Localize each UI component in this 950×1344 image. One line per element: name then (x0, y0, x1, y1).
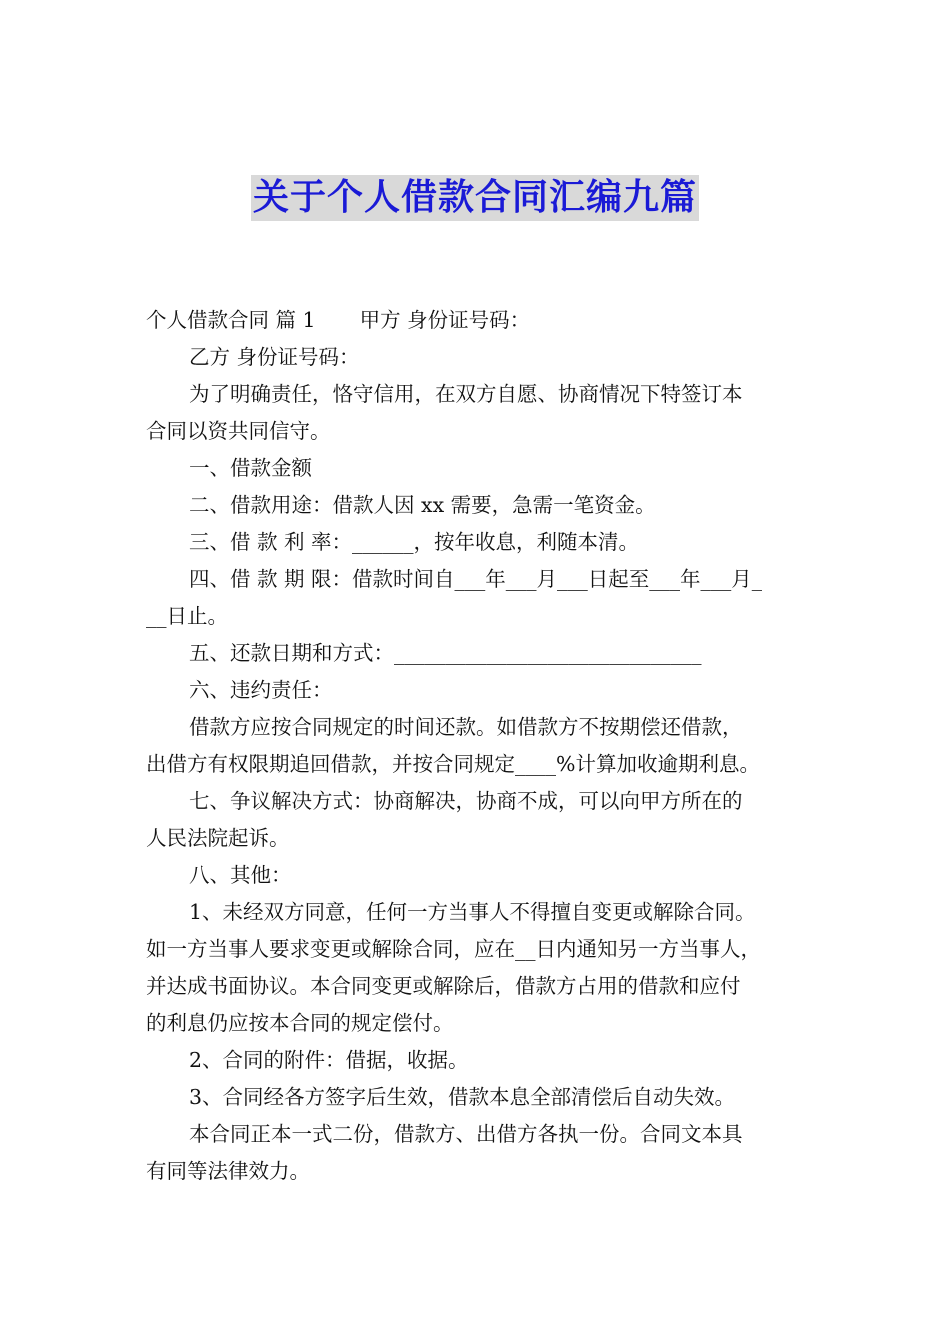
party-b-id-line: 乙方 身份证号码： (189, 345, 360, 369)
clause-1-amount: 一、借款金额 (189, 456, 312, 480)
contract-section-label: 个人借款合同 篇 1 (146, 308, 316, 332)
title-container (0, 175, 950, 221)
document-title: 关于个人借款合同汇编九篇 (251, 175, 699, 221)
clause-8-item-1-line-1: 1、未经双方同意，任何一方当事人不得擅自变更或解除合同。 (189, 900, 756, 924)
clause-4-term-line-2: __日止。 (146, 604, 228, 628)
clause-2-purpose: 二、借款用途：借款人因 xx 需要，急需一笔资金。 (189, 493, 656, 517)
clause-8-item-1-line-4: 的利息仍应按本合同的规定偿付。 (146, 1011, 454, 1035)
preamble-line-2: 合同以资共同信守。 (146, 419, 331, 443)
clause-6-line-2: 出借方有权限期追回借款，并按合同规定____%计算加收逾期利息。 (146, 752, 760, 776)
closing-line-1: 本合同正本一式二份，借款方、出借方各执一份。合同文本具 (189, 1122, 743, 1146)
clause-6-heading: 六、违约责任： (189, 678, 333, 702)
clause-4-term-line-1: 四、借 款 期 限：借款时间自___年___月___日起至___年___月_ (189, 567, 763, 591)
paragraph-heading-party-a (146, 302, 810, 339)
clause-8-item-3: 3、合同经各方签字后生效，借款本息全部清偿后自动失效。 (189, 1085, 736, 1109)
clause-6-line-1: 借款方应按合同规定的时间还款。如借款方不按期偿还借款， (189, 715, 743, 739)
clause-5-repayment: 五、还款日期和方式：______________________________ (189, 641, 702, 665)
party-a-id-label: 甲方 身份证号码： (359, 308, 531, 332)
clause-7-line-2: 人民法院起诉。 (146, 826, 290, 850)
closing-line-2: 有同等法律效力。 (146, 1159, 310, 1183)
clause-7-line-1: 七、争议解决方式：协商解决，协商不成，可以向甲方所在的 (189, 789, 743, 813)
clause-8-item-2: 2、合同的附件：借据，收据。 (189, 1048, 469, 1072)
clause-8-heading: 八、其他： (189, 863, 292, 887)
document-body (146, 302, 810, 1190)
clause-8-item-1-line-3: 并达成书面协议。本合同变更或解除后，借款方占用的借款和应付 (146, 974, 741, 998)
preamble-line-1: 为了明确责任，恪守信用，在双方自愿、协商情况下特签订本 (189, 382, 743, 406)
clause-3-interest: 三、借 款 利 率：______，按年收息，利随本清。 (189, 530, 640, 554)
clause-8-item-1-line-2: 如一方当事人要求变更或解除合同，应在__日内通知另一方当事人， (146, 937, 761, 961)
